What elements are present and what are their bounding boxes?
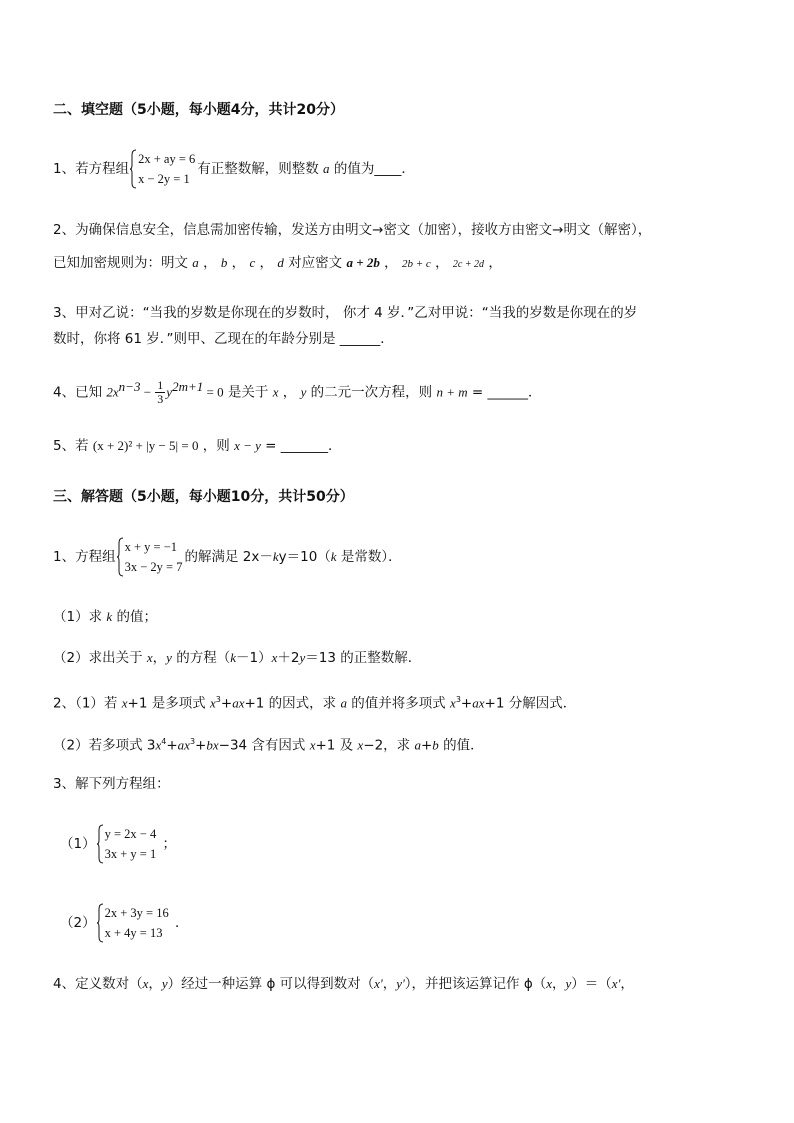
- math-exponent: 3: [189, 737, 196, 746]
- math-var: x: [357, 737, 364, 753]
- question-text: ）＝（: [571, 976, 612, 992]
- math-var: y: [166, 650, 172, 665]
- question-text: −2，求: [363, 737, 415, 754]
- equation: x − 2y = 1: [138, 172, 190, 186]
- question-text: 是常数）．: [336, 549, 402, 565]
- question-3-2-part2: [53, 733, 484, 755]
- separator: ，: [198, 255, 221, 271]
- question-text: （2）: [60, 915, 96, 931]
- math-var: a: [323, 161, 330, 176]
- question-text: +1 是多项式: [127, 695, 210, 712]
- math-var: y: [299, 650, 306, 665]
- separator: ，: [152, 650, 167, 666]
- math-var: k: [330, 549, 337, 564]
- equation-system: [116, 537, 183, 577]
- question-text: 已知加密规则为：明文: [53, 255, 193, 271]
- question-text: −34 含有因式: [218, 737, 310, 754]
- math-exponent: n−3: [118, 379, 141, 394]
- question-3-3: 3、解下列方程组：: [53, 776, 170, 792]
- question-2-5: [53, 437, 342, 455]
- answer-blank: = _______．: [260, 438, 342, 454]
- separator: ，: [379, 255, 402, 271]
- equation: x + 4y = 13: [104, 926, 163, 940]
- question-text: ）经过一种运算 ϕ 可以得到数对（: [167, 976, 375, 992]
- math-expr: 2c + 2d: [452, 259, 485, 270]
- math-term: ax: [232, 695, 245, 711]
- question-text: （2）若多项式 3: [53, 737, 156, 754]
- math-var: c: [249, 255, 256, 270]
- question-2-4: [53, 378, 542, 406]
- question-3-3-part1: [60, 824, 176, 864]
- question-text: 的值．: [438, 737, 484, 754]
- brace-icon: [96, 903, 104, 943]
- math-var: x: [271, 650, 278, 665]
- math-var: x': [374, 976, 383, 991]
- math-var: x: [546, 976, 553, 991]
- math-expr: x − y: [234, 438, 261, 453]
- equation: x + y = −1: [124, 540, 177, 554]
- math-term: ax: [472, 695, 485, 711]
- separator: ，: [430, 255, 453, 271]
- math-var: d: [277, 255, 284, 270]
- question-text: ），并把该运算记作 ϕ（: [404, 976, 547, 992]
- equation: y = 2x − 4: [104, 827, 157, 841]
- math-var: k: [230, 650, 237, 665]
- math-exponent: 4: [161, 737, 167, 746]
- math-op: +: [420, 737, 433, 754]
- math-var: x: [272, 384, 279, 400]
- separator: ，: [620, 976, 634, 992]
- math-var: k: [106, 609, 113, 624]
- math-var: y: [565, 976, 572, 991]
- math-var: a: [414, 737, 421, 753]
- question-text: +1 的因式，求: [244, 695, 341, 712]
- question-text: +1 分解因式．: [484, 695, 577, 712]
- fraction: [155, 379, 165, 406]
- question-text: 4、定义数对（: [53, 976, 143, 992]
- separator: ，: [278, 384, 301, 401]
- question-2-3-line1: 3、甲对乙说：“当我的岁数是你现在的岁数时， 你才 4 岁．”乙对甲说：“当我的岁数是你现在的岁: [53, 305, 638, 321]
- math-var: x: [210, 695, 216, 711]
- separator: ，: [255, 255, 278, 271]
- question-3-1: [53, 537, 402, 577]
- separator: ；: [158, 836, 176, 852]
- fraction-denominator: 3: [157, 392, 164, 406]
- equation: 2x + 3y = 16: [104, 906, 169, 920]
- math-term: bx: [206, 737, 219, 753]
- equation-system: [129, 149, 195, 189]
- math-term: 2x: [106, 384, 119, 400]
- math-var: x: [450, 695, 456, 711]
- question-text: 的值；: [112, 609, 157, 625]
- math-op: +: [166, 737, 178, 754]
- math-var: a: [192, 255, 199, 270]
- question-text: ＋2: [277, 650, 300, 666]
- math-var: x': [611, 976, 621, 991]
- question-text: 的二元一次方程，则: [306, 384, 437, 401]
- math-term: ax: [177, 737, 190, 753]
- separator: ，: [148, 976, 162, 992]
- separator: ，: [552, 976, 566, 992]
- math-var: x: [155, 737, 162, 753]
- math-term: y: [166, 384, 173, 400]
- math-op: +: [460, 695, 473, 712]
- question-2-1: [53, 149, 415, 189]
- question-3-2-part1: [53, 691, 576, 713]
- math-op: +: [220, 695, 233, 712]
- math-exponent: 3: [455, 695, 461, 704]
- math-exponent: 3: [215, 695, 221, 704]
- question-3-4: [53, 975, 634, 993]
- math-expr: 2b + c: [401, 258, 431, 270]
- question-text: ，则: [198, 438, 235, 454]
- question-text: （2）求出关于: [53, 650, 147, 666]
- question-text: 4、已知: [53, 384, 107, 401]
- math-op: −: [140, 384, 155, 400]
- math-expr: (x + 2)² + |y − 5| = 0: [92, 438, 199, 453]
- math-var: y': [396, 976, 405, 991]
- math-op: = 0: [203, 384, 224, 400]
- separator: ，: [227, 255, 250, 271]
- answer-blank: = ______．: [467, 384, 542, 401]
- question-text: 1、方程组: [53, 549, 116, 565]
- question-2-2-line1: 2、为确保信息安全，信息需加密传输，发送方由明文→密文（加密），接收方由密文→明文（解密），: [53, 222, 652, 238]
- section-heading-solve: 三、解答题（5小题，每小题10分，共计50分）: [53, 489, 354, 505]
- math-var: x: [146, 650, 153, 665]
- math-exponent: 2m+1: [172, 379, 204, 394]
- brace-icon: [96, 824, 104, 864]
- question-text: （1）求: [53, 609, 107, 625]
- question-text: 的方程（: [171, 650, 231, 666]
- section-heading-fill-blank: 二、填空题（5小题，每小题4分，共计20分）: [53, 102, 344, 118]
- math-var: a: [340, 695, 347, 711]
- separator: ．: [170, 915, 189, 931]
- question-text: 5、若: [53, 438, 93, 454]
- question-text: +1 及: [315, 737, 358, 754]
- question-3-3-part2: [60, 903, 189, 943]
- question-text: 的解满足 2x－: [184, 549, 273, 565]
- question-2-3-line2: 数时，你将 61 岁．”则甲、乙现在的年龄分别是 ______．: [53, 331, 394, 347]
- math-var: x: [309, 737, 316, 753]
- question-text: y＝10（: [278, 549, 331, 565]
- question-text: ＝13 的正整数解．: [305, 650, 422, 666]
- math-expr: a + 2b: [346, 255, 380, 270]
- question-2-2-line2: [53, 254, 502, 274]
- question-text: 的值并将多项式: [346, 695, 451, 712]
- equation: 2x + ay = 6: [138, 152, 196, 166]
- fraction-numerator: 1: [157, 378, 164, 392]
- math-var: k: [272, 549, 279, 564]
- question-3-1-part1: [53, 608, 157, 626]
- equation: 3x − 2y = 7: [124, 560, 183, 574]
- equation-system: [96, 903, 169, 943]
- brace-icon: [116, 537, 124, 577]
- question-text: 对应密文: [283, 255, 347, 271]
- question-text: 是关于: [223, 384, 273, 401]
- brace-icon: [129, 149, 137, 189]
- question-text: 1、若方程组: [53, 161, 130, 177]
- math-var: b: [220, 255, 228, 270]
- equation-system: [96, 824, 157, 864]
- math-expr: n + m: [436, 384, 468, 400]
- question-text: 的值为____．: [329, 161, 415, 177]
- separator: ，: [382, 976, 397, 992]
- equation: 3x + y = 1: [104, 847, 157, 861]
- math-var: b: [432, 737, 439, 753]
- question-text: －1）: [236, 650, 272, 666]
- math-var: x: [121, 695, 128, 711]
- question-text: （1）: [60, 836, 96, 852]
- question-text: 有正整数解，则整数: [197, 161, 324, 177]
- math-var: y: [300, 384, 307, 400]
- math-op: +: [195, 737, 207, 754]
- question-text: 2、（1）若: [53, 695, 122, 712]
- math-var: y: [161, 976, 168, 991]
- separator: ，: [484, 255, 502, 271]
- question-3-1-part2: [53, 649, 421, 667]
- math-var: x: [142, 976, 149, 991]
